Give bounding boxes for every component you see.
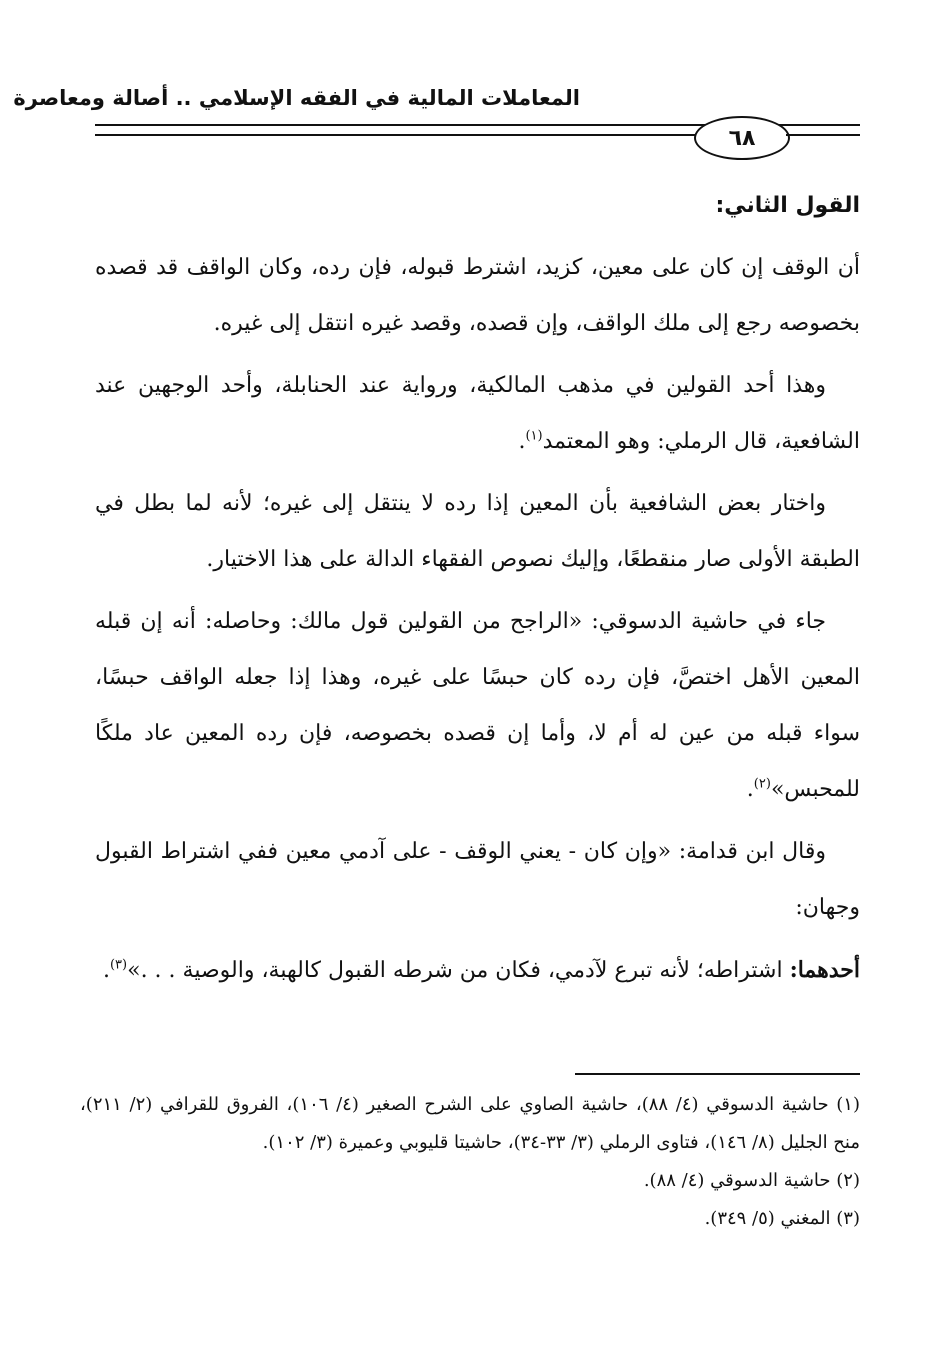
footnote-2: (٢) حاشية الدسوقي (٤/ ٨٨). xyxy=(643,1170,860,1191)
footnote-1: (١) حاشية الدسوقي (٤/ ٨٨)، حاشية الصاوي على الشرح الصغير (٤/ ١٠٦)، الفروق للقرافي (٢/ ٢١١)، منح الجليل (٨/ ١٤٦)، فتاوى الرملي (٣/ ٣٣-٣٤)، حاشيتا قليوبي وعميرة (٣/ ١٠٢). xyxy=(80,1094,860,1153)
footnotes xyxy=(80,1086,860,1238)
paragraph-1: أن الوقف إن كان على معين، كزيد، اشترط قبوله، فإن رده، وكان الواقف قد قصده بخصوصه رجع إلى ملك الواقف، وإن قصده، وقصد غيره انتقل إلى غيره. xyxy=(95,255,860,336)
paragraph-4-end: . xyxy=(746,777,754,802)
paragraph-2-end: . xyxy=(518,429,526,454)
paragraph-6-lead: أحدهما: xyxy=(789,957,860,983)
paragraph-6 xyxy=(95,942,860,999)
page-number-rule xyxy=(95,134,695,136)
paragraph-4 xyxy=(95,594,860,818)
paragraph-2 xyxy=(95,358,860,470)
footnote-3: (٣) المغني (٥/ ٣٤٩). xyxy=(704,1208,860,1229)
footnote-separator xyxy=(575,1073,860,1075)
page-number: ٦٨ xyxy=(694,116,790,160)
paragraph-6-end: . xyxy=(102,958,110,983)
paragraph-5: وقال ابن قدامة: «وإن كان - يعني الوقف - على آدمي معين ففي اشتراط القبول وجهان: xyxy=(95,839,860,920)
paragraph-3: واختار بعض الشافعية بأن المعين إذا رده لا ينتقل إلى غيره؛ لأنه لما بطل في الطبقة الأولى صار منقطعًا، وإليك نصوص الفقهاء الدالة على هذا الاختيار. xyxy=(95,491,860,572)
paragraph-4-text: جاء في حاشية الدسوقي: «الراجح من القولين قول مالك: وحاصله: أنه إن قبله المعين الأهل اختصَّ، فإن رده كان حبسًا على غيره، وهذا إذا جعله الواقف حبسًا، سواء قبله من عين له أم لا، وأما إن قصده بخصوصه، فإن رده المعين عاد ملكًا للمحبس» xyxy=(95,609,860,802)
main-text xyxy=(95,178,860,1005)
running-title: المعاملات المالية في الفقه الإسلامي .. أصالة ومعاصرة xyxy=(13,86,580,110)
section-heading: القول الثاني: xyxy=(715,193,860,218)
paragraph-6-text: اشتراطه؛ لأنه تبرع لآدمي، فكان من شرطه القبول كالهبة، والوصية . . .» xyxy=(127,958,790,983)
footnote-ref-1: (١) xyxy=(525,428,543,444)
footnote-ref-2: (٢) xyxy=(753,776,771,792)
paragraph-2-text: وهذا أحد القولين في مذهب المالكية، ورواية عند الحنابلة، وأحد الوجهين عند الشافعية، قال الرملي: وهو المعتمد xyxy=(95,373,860,454)
page-number-rule-right xyxy=(786,134,860,136)
footnote-ref-3: (٣) xyxy=(109,957,128,973)
